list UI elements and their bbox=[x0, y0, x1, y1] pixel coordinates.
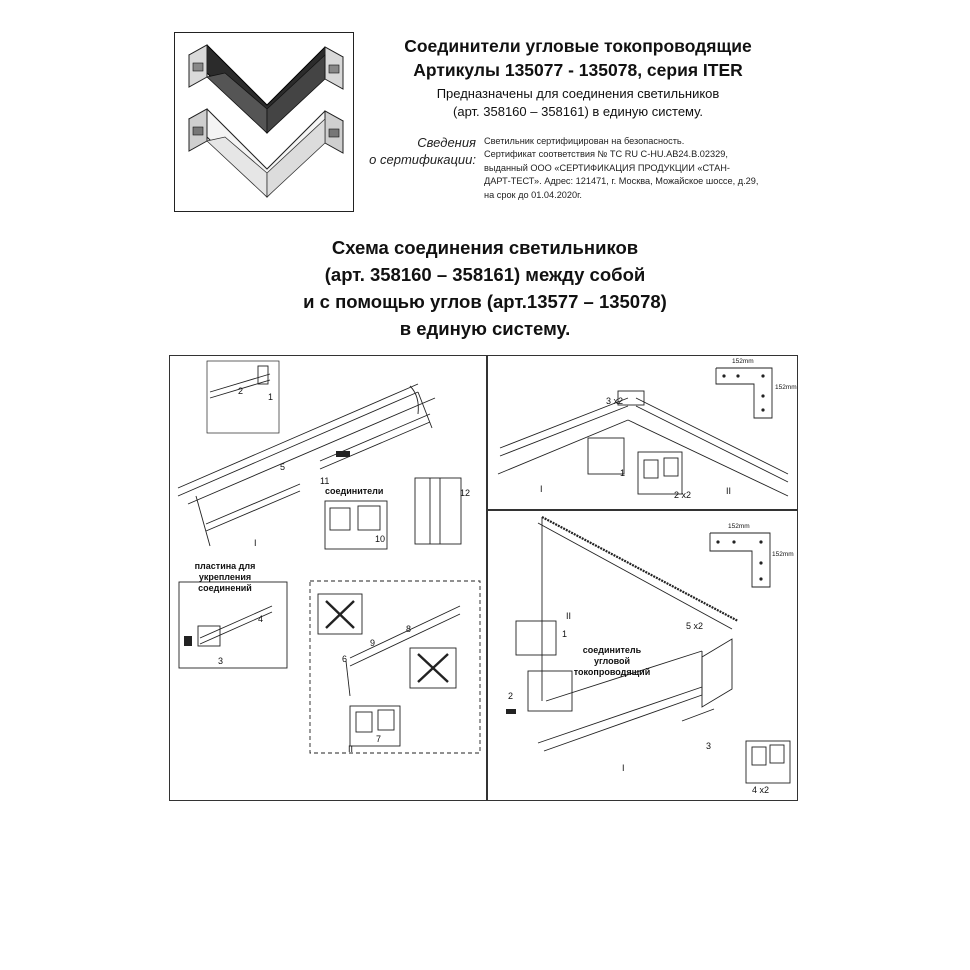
cert-line: на срок до 01.04.2020г. bbox=[484, 189, 582, 200]
step-marker: 10 bbox=[375, 534, 386, 544]
step-marker-4x2: 4 x2 bbox=[752, 785, 770, 795]
corner-label-line: соединитель bbox=[582, 645, 642, 655]
certification-text bbox=[484, 135, 784, 202]
diagram-panel-bottom-right bbox=[487, 510, 798, 801]
step-marker: 2 bbox=[238, 386, 244, 396]
roman-marker: II bbox=[566, 611, 572, 621]
dimension-height: 152mm bbox=[772, 551, 794, 558]
cert-line: выданный ООО «СЕРТИФИКАЦИЯ ПРОДУКЦИИ «СТАН- bbox=[484, 162, 730, 173]
cert-label-line-1: Сведения bbox=[417, 135, 476, 150]
step-marker: 2 bbox=[508, 691, 514, 701]
plate-label-line: соединений bbox=[198, 583, 252, 593]
dimension-width: 152mm bbox=[728, 523, 750, 530]
step-marker: 3 bbox=[706, 741, 712, 751]
article-numbers: Артикулы 135077 - 135078, серия ITER bbox=[413, 60, 743, 80]
step-marker: 1 bbox=[562, 629, 568, 639]
plate-label bbox=[180, 561, 270, 594]
purpose-text bbox=[358, 85, 798, 121]
corner-label-line: угловой bbox=[593, 656, 631, 666]
roman-marker: II bbox=[726, 486, 732, 496]
cert-line: Светильник сертифицирован на безопасность. bbox=[484, 136, 685, 146]
cert-line: Сертификат соответствия № ТС RU С-HU.АВ24.В.02329, bbox=[484, 149, 728, 160]
plate-label-line: пластина для bbox=[194, 561, 256, 571]
roman-marker: I bbox=[622, 763, 625, 773]
dimension-width: 152mm bbox=[732, 358, 754, 365]
roman-marker: I bbox=[254, 538, 257, 548]
step-marker: 1 bbox=[268, 392, 274, 402]
corner-connector-label bbox=[562, 645, 662, 678]
step-marker: 6 bbox=[342, 654, 348, 664]
step-marker: 7 bbox=[376, 734, 382, 744]
certification-label bbox=[358, 134, 476, 168]
step-marker: 1 bbox=[620, 468, 626, 478]
step-marker: 4 bbox=[258, 614, 264, 624]
diagram-panel-top-right bbox=[487, 355, 798, 510]
step-marker-5x2: 5 x2 bbox=[686, 621, 704, 631]
cert-line: ДАРТ-ТЕСТ». Адрес: 121471, г. Москва, Можайское шоссе, д.29, bbox=[484, 176, 759, 187]
step-marker: 3 bbox=[218, 656, 224, 666]
top-right-assembly-drawing bbox=[488, 356, 799, 511]
connectors-label: соединители bbox=[325, 486, 384, 496]
step-marker-3x2: 3 x2 bbox=[606, 396, 624, 406]
product-photo bbox=[174, 32, 354, 212]
purpose-line-2: (арт. 358160 – 358161) в единую систему. bbox=[453, 104, 703, 119]
dimension-height: 152mm bbox=[775, 384, 797, 391]
purpose-line-1: Предназначены для соединения светильников bbox=[436, 86, 720, 101]
scheme-title-line: в единую систему. bbox=[399, 318, 571, 339]
diagram-panel-left bbox=[169, 355, 487, 801]
doc-title: Соединители угловые токопроводящие bbox=[404, 36, 752, 56]
roman-marker: II bbox=[348, 744, 354, 754]
step-marker-2x2: 2 x2 bbox=[674, 490, 692, 500]
scheme-title bbox=[200, 234, 770, 342]
roman-marker: I bbox=[540, 484, 543, 494]
step-marker: 5 bbox=[280, 462, 286, 472]
step-marker: 12 bbox=[460, 488, 471, 498]
step-marker: 9 bbox=[370, 638, 376, 648]
step-marker: 11 bbox=[320, 476, 330, 486]
cert-label-line-2: о сертификации: bbox=[369, 152, 476, 167]
corner-label-line: токопроводящий bbox=[573, 667, 651, 677]
corner-connector-illustration bbox=[175, 33, 355, 213]
scheme-title-line: (арт. 358160 – 358161) между собой bbox=[324, 264, 646, 285]
scheme-title-line: и с помощью углов (арт.13577 – 135078) bbox=[303, 291, 667, 312]
step-marker: 8 bbox=[406, 624, 412, 634]
plate-label-line: укрепления bbox=[198, 572, 252, 582]
scheme-title-line: Схема соединения светильников bbox=[331, 237, 639, 258]
